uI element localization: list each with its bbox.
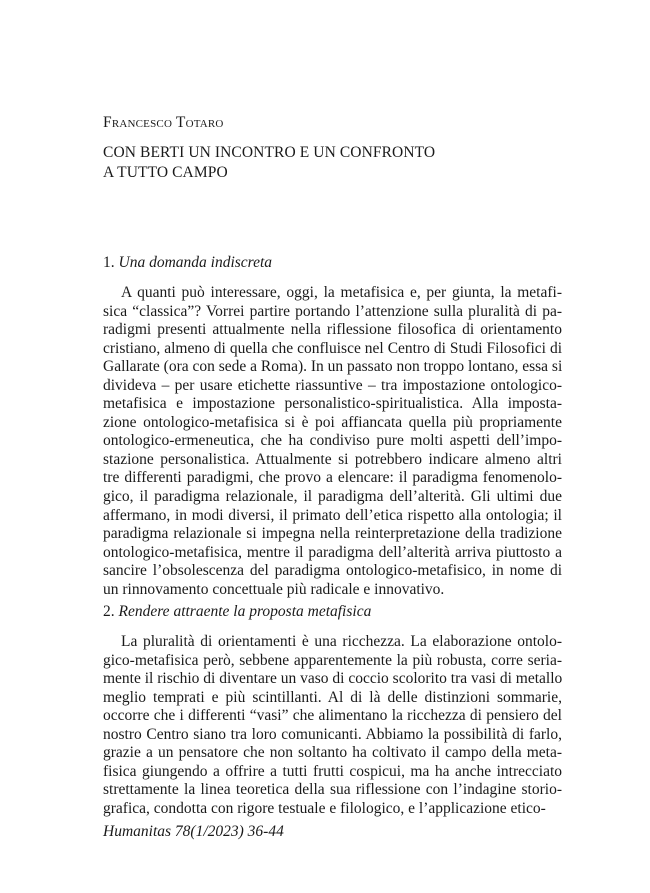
text-line: ontologico-ermeneutica, che ha condiviso pure molti aspetti dell’impo- [103,432,562,450]
text-line: stazione personalistica. Attualmente si potrebbero indicare almeno altri [103,450,562,468]
text-line: occorre che i differenti “vasi” che alimentano la ricchezza di pensiero del [103,707,562,725]
section-2-heading [103,603,371,621]
text-line: La pluralità di orientamenti è una ricchezza. La elaborazione ontolo- [121,633,562,650]
text-line: A quanti può interessare, oggi, la metafisica e, per giunta, la metafi- [121,284,562,301]
section-1-heading [103,254,272,272]
section-2-number: 2. [103,603,115,620]
text-line: strettamente la linea teoretica della sua riflessione con l’indagine storio- [103,781,562,799]
text-line: fisica giungendo a offrire a tutti frutti cospicui, ma ha anche intrecciato [103,762,562,780]
text-line: un rinnovamento concettuale più radicale e innovativo. [103,580,445,598]
text-line: divideva – per usare etichette riassuntive – tra impostazione ontologico- [103,376,562,394]
section-1-number: 1. [103,254,115,271]
text-line: cristiano, almeno di quella che confluisce nel Centro di Studi Filosofici di [103,339,562,357]
text-line: meglio temprati e più scintillanti. Al di là delle distinzioni sommarie, [103,688,562,706]
text-line: zione ontologico-metafisica si è poi affiancata quella più propriamente [103,413,562,431]
text-line: paradigma relazionale si impegna nella reinterpretazione della tradizione [103,525,562,543]
author-name: Francesco Totaro [103,114,224,131]
text-line: sica “classica”? Vorrei partire portando l’attenzione sulla pluralità di pa- [103,302,562,320]
journal-citation: Humanitas 78(1/2023) 36-44 [103,823,284,840]
text-line: ontologico-metafisica, mentre il paradigma dell’alterità arriva piuttosto a [103,543,562,561]
text-line: metafisica e impostazione personalistico-spiritualistica. Alla imposta- [103,395,562,413]
text-line: tre differenti paradigmi, che provo a elencare: il paradigma fenomenolo- [103,469,562,487]
section-1-title: Una domanda indiscreta [118,254,273,271]
text-line: gico-metafisica però, sebbene apparentemente la più robusta, corre seria- [103,651,562,669]
text-line: nostro Centro siano tra loro comunicanti. Abbiamo la possibilità di farlo, [103,725,562,743]
article-title [103,143,435,183]
text-line: grazie a un pensatore che non soltanto ha coltivato il campo della meta- [103,744,562,762]
section-1-paragraph [103,284,562,599]
section-2-paragraph [103,633,562,818]
title-line-1: CON BERTI UN INCONTRO E UN CONFRONTO [103,144,436,161]
section-2-title: Rendere attraente la proposta metafisica [118,603,372,620]
text-line: radigmi presenti attualmente nella riflessione filosofica di orientamento [103,321,562,339]
text-line: grafica, condotta con rigore testuale e filologico, e l’applicazione etico- [103,799,546,817]
text-line: gico, il paradigma relazionale, il paradigma dell’alterità. Gli ultimi due [103,488,562,506]
title-line-2: A TUTTO CAMPO [103,164,228,181]
text-line: sancire l’obsolescenza del paradigma ontologico-metafisico, in nome di [103,562,562,580]
text-line: Gallarate (ora con sede a Roma). In un passato non troppo lontano, essa si [103,358,563,376]
text-line: mente il rischio di diventare un vaso di coccio scolorito tra vasi di metallo [103,670,563,688]
text-line: affermano, in modi diversi, il primato dell’etica rispetto alla ontologia; il [103,506,562,524]
